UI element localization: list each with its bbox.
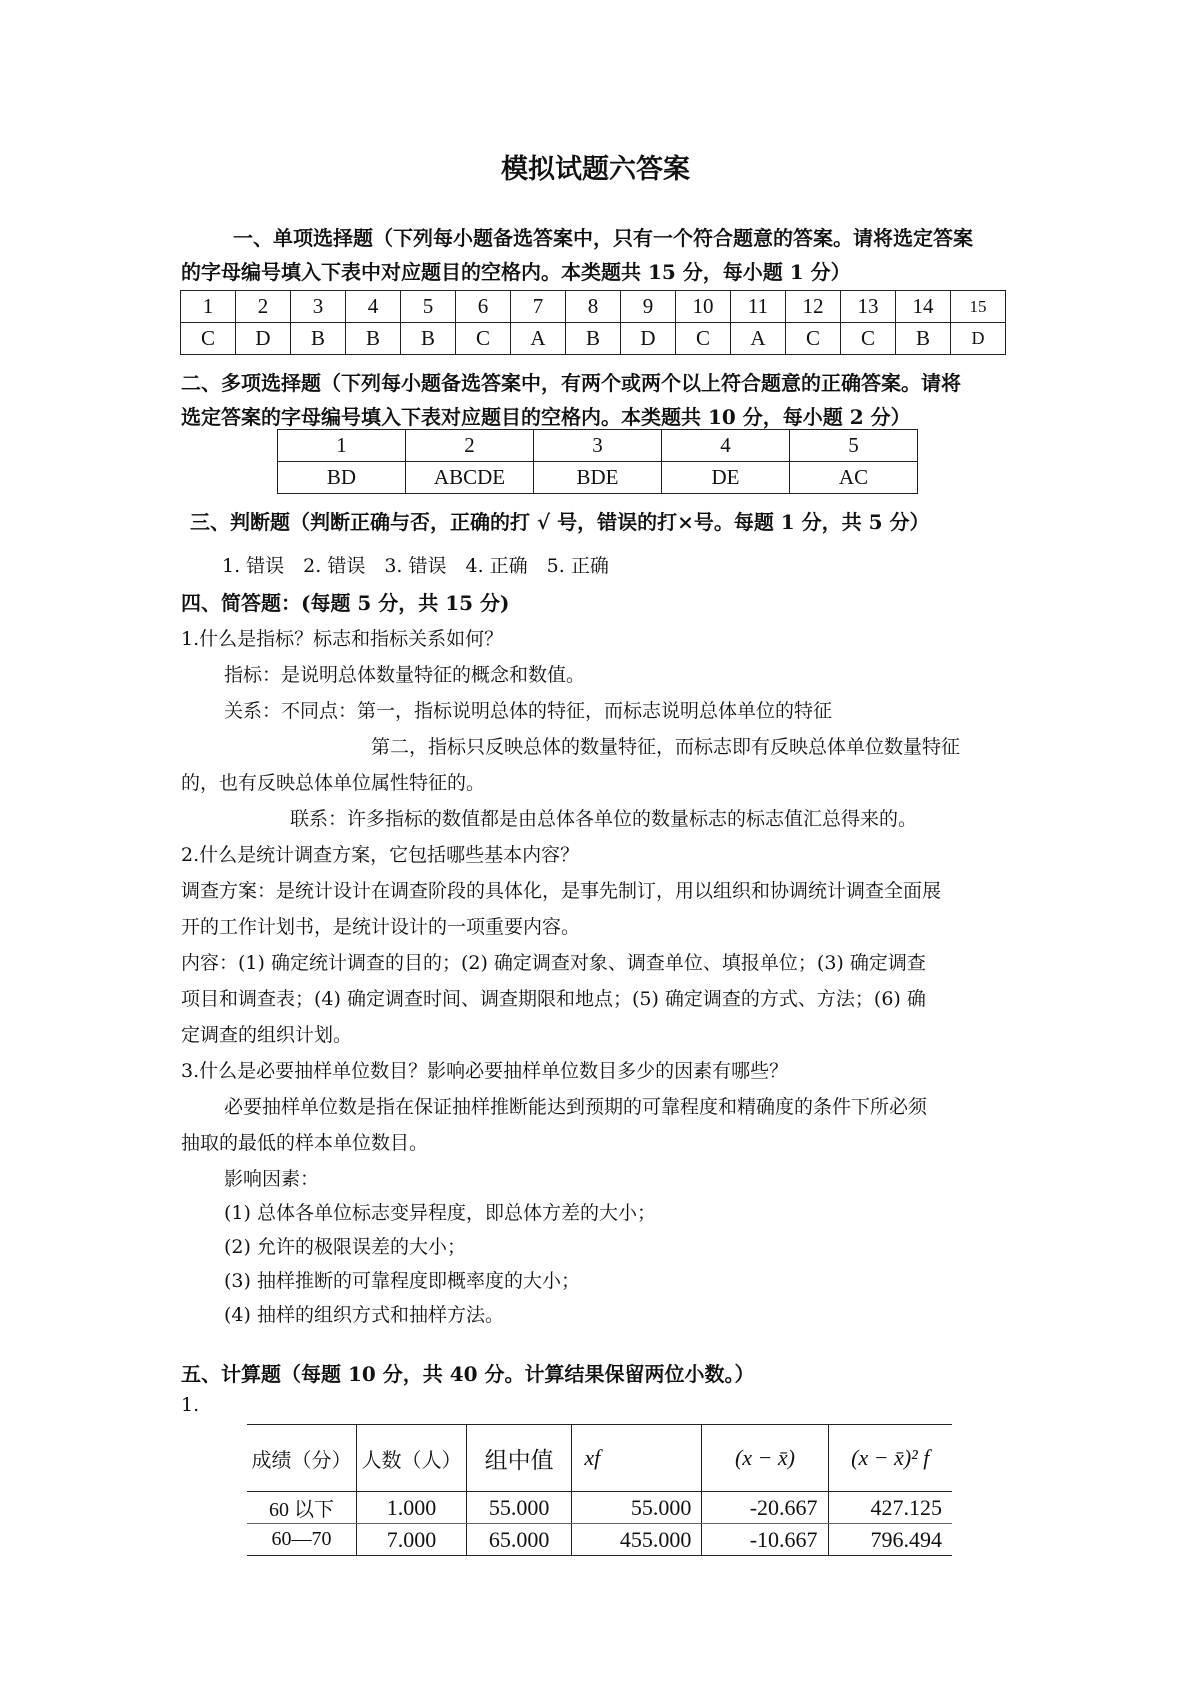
answer-line: 关系：不同点：第一，指标说明总体的特征，而标志说明总体单位的特征 bbox=[224, 700, 833, 722]
table-cell: 60—70 bbox=[247, 1524, 357, 1556]
table-cell: 455.000 bbox=[572, 1524, 702, 1556]
question-number: 9 bbox=[621, 291, 676, 323]
question-number: 3 bbox=[534, 430, 662, 462]
answer-line: 内容：(1) 确定统计调查的目的；(2) 确定调查对象、调查单位、填报单位；(3) 确定调查 bbox=[181, 952, 926, 974]
factor-item: (3) 抽样推断的可靠程度即概率度的大小； bbox=[224, 1270, 580, 1292]
answer-cell: AC bbox=[790, 462, 918, 494]
question-number: 12 bbox=[786, 291, 841, 323]
table-cell: 60 以下 bbox=[247, 1492, 357, 1524]
table-row bbox=[247, 1524, 952, 1556]
answer-cell: A bbox=[731, 323, 786, 355]
answer-line: 指标：是说明总体数量特征的概念和数值。 bbox=[224, 664, 586, 686]
col-header: 成绩（分） bbox=[247, 1425, 357, 1492]
answer-cell: D bbox=[236, 323, 291, 355]
col-header: 组中值 bbox=[467, 1425, 572, 1492]
answer-line: 定调查的组织计划。 bbox=[181, 1024, 353, 1046]
question-number: 13 bbox=[841, 291, 896, 323]
table-row bbox=[181, 323, 1006, 355]
answer-cell: C bbox=[181, 323, 236, 355]
factor-item: (4) 抽样的组织方式和抽样方法。 bbox=[224, 1304, 504, 1326]
answer-line: 调查方案：是统计设计在调查阶段的具体化，是事先制订，用以组织和协调统计调查全面展 bbox=[181, 880, 942, 902]
section4-heading: 四、简答题：(每题 5 分，共 15 分) bbox=[181, 591, 510, 615]
single-choice-answer-table bbox=[180, 290, 1006, 355]
question-number: 5 bbox=[401, 291, 456, 323]
answer-cell: C bbox=[841, 323, 896, 355]
answer-line: 的，也有反映总体单位属性特征的。 bbox=[181, 772, 486, 794]
table-cell: 55.000 bbox=[467, 1492, 572, 1524]
table-row bbox=[181, 291, 1006, 323]
table-cell: 65.000 bbox=[467, 1524, 572, 1556]
table-row bbox=[278, 462, 918, 494]
true-false-answers: 1. 错误 2. 错误 3. 错误 4. 正确 5. 正确 bbox=[222, 555, 609, 577]
question-3: 3.什么是必要抽样单位数目？影响必要抽样单位数目多少的因素有哪些？ bbox=[181, 1060, 789, 1082]
col-header: 人数（人） bbox=[357, 1425, 467, 1492]
question-number: 14 bbox=[896, 291, 951, 323]
section1-heading-line1: 一、单项选择题（下列每小题备选答案中，只有一个符合题意的答案。请将选定答案 bbox=[233, 226, 973, 250]
factor-item: (2) 允许的极限误差的大小； bbox=[224, 1236, 466, 1258]
question-number: 7 bbox=[511, 291, 566, 323]
answer-cell: B bbox=[896, 323, 951, 355]
col-header: xf bbox=[572, 1425, 702, 1492]
question-number: 8 bbox=[566, 291, 621, 323]
question-2: 2.什么是统计调查方案，它包括哪些基本内容？ bbox=[181, 844, 580, 866]
section5-heading: 五、计算题（每题 10 分，共 40 分。计算结果保留两位小数。） bbox=[181, 1362, 755, 1386]
table-cell: -20.667 bbox=[702, 1492, 828, 1524]
table-cell: 55.000 bbox=[572, 1492, 702, 1524]
answer-line: 开的工作计划书，是统计设计的一项重要内容。 bbox=[181, 916, 581, 938]
answer-cell: DE bbox=[662, 462, 790, 494]
section1-heading-line2: 的字母编号填入下表中对应题目的空格内。本类题共 15 分，每小题 1 分） bbox=[181, 260, 851, 284]
table-cell: 796.494 bbox=[828, 1524, 952, 1556]
question-number: 2 bbox=[236, 291, 291, 323]
question-number: 6 bbox=[456, 291, 511, 323]
question-number: 5 bbox=[790, 430, 918, 462]
answer-cell: C bbox=[456, 323, 511, 355]
answer-cell: B bbox=[566, 323, 621, 355]
answer-line: 联系：许多指标的数值都是由总体各单位的数量标志的标志值汇总得来的。 bbox=[290, 808, 918, 830]
question-number: 4 bbox=[346, 291, 401, 323]
answer-cell: B bbox=[401, 323, 456, 355]
section3-heading: 三、判断题（判断正确与否，正确的打 √ 号，错误的打×号。每题 1 分，共 5 分） bbox=[190, 510, 930, 534]
answer-cell: BD bbox=[278, 462, 406, 494]
answer-cell: D bbox=[951, 323, 1006, 355]
answer-cell: B bbox=[291, 323, 346, 355]
answer-cell: BDE bbox=[534, 462, 662, 494]
question-1: 1.什么是指标？标志和指标关系如何？ bbox=[181, 628, 504, 650]
answer-cell: D bbox=[621, 323, 676, 355]
table-cell: -10.667 bbox=[702, 1524, 828, 1556]
calc-item-number: 1. bbox=[181, 1394, 200, 1416]
table-row bbox=[247, 1492, 952, 1524]
table-row bbox=[278, 430, 918, 462]
question-number: 1 bbox=[278, 430, 406, 462]
answer-line: 必要抽样单位数是指在保证抽样推断能达到预期的可靠程度和精确度的条件下所必须 bbox=[224, 1096, 928, 1118]
answer-cell: C bbox=[786, 323, 841, 355]
answer-line: 抽取的最低的样本单位数目。 bbox=[181, 1132, 429, 1154]
question-number: 1 bbox=[181, 291, 236, 323]
table-cell: 427.125 bbox=[828, 1492, 952, 1524]
question-number: 4 bbox=[662, 430, 790, 462]
table-cell: 1.000 bbox=[357, 1492, 467, 1524]
answer-line: 第二，指标只反映总体的数量特征，而标志即有反映总体单位数量特征 bbox=[371, 736, 961, 758]
col-header: (x − x̄) bbox=[702, 1425, 828, 1492]
col-header: (x − x̄)² f bbox=[828, 1425, 952, 1492]
table-header-row bbox=[247, 1425, 952, 1492]
answer-cell: C bbox=[676, 323, 731, 355]
answer-cell: ABCDE bbox=[406, 462, 534, 494]
section2-heading-line1: 二、多项选择题（下列每小题备选答案中，有两个或两个以上符合题意的正确答案。请将 bbox=[181, 371, 961, 395]
multiple-choice-answer-table bbox=[277, 429, 918, 494]
question-number: 3 bbox=[291, 291, 346, 323]
question-number: 2 bbox=[406, 430, 534, 462]
answer-line: 影响因素： bbox=[224, 1168, 320, 1190]
table-cell: 7.000 bbox=[357, 1524, 467, 1556]
question-number: 10 bbox=[676, 291, 731, 323]
answer-line: 项目和调查表；(4) 确定调查时间、调查期限和地点；(5) 确定调查的方式、方法；(6) 确 bbox=[181, 988, 926, 1010]
answer-cell: A bbox=[511, 323, 566, 355]
answer-cell: B bbox=[346, 323, 401, 355]
frequency-table bbox=[247, 1424, 952, 1556]
page-title: 模拟试题六答案 bbox=[501, 154, 690, 185]
section2-heading-line2: 选定答案的字母编号填入下表对应题目的空格内。本类题共 10 分，每小题 2 分） bbox=[181, 405, 911, 429]
question-number: 15 bbox=[951, 291, 1006, 323]
question-number: 11 bbox=[731, 291, 786, 323]
factor-item: (1) 总体各单位标志变异程度，即总体方差的大小； bbox=[224, 1202, 656, 1224]
